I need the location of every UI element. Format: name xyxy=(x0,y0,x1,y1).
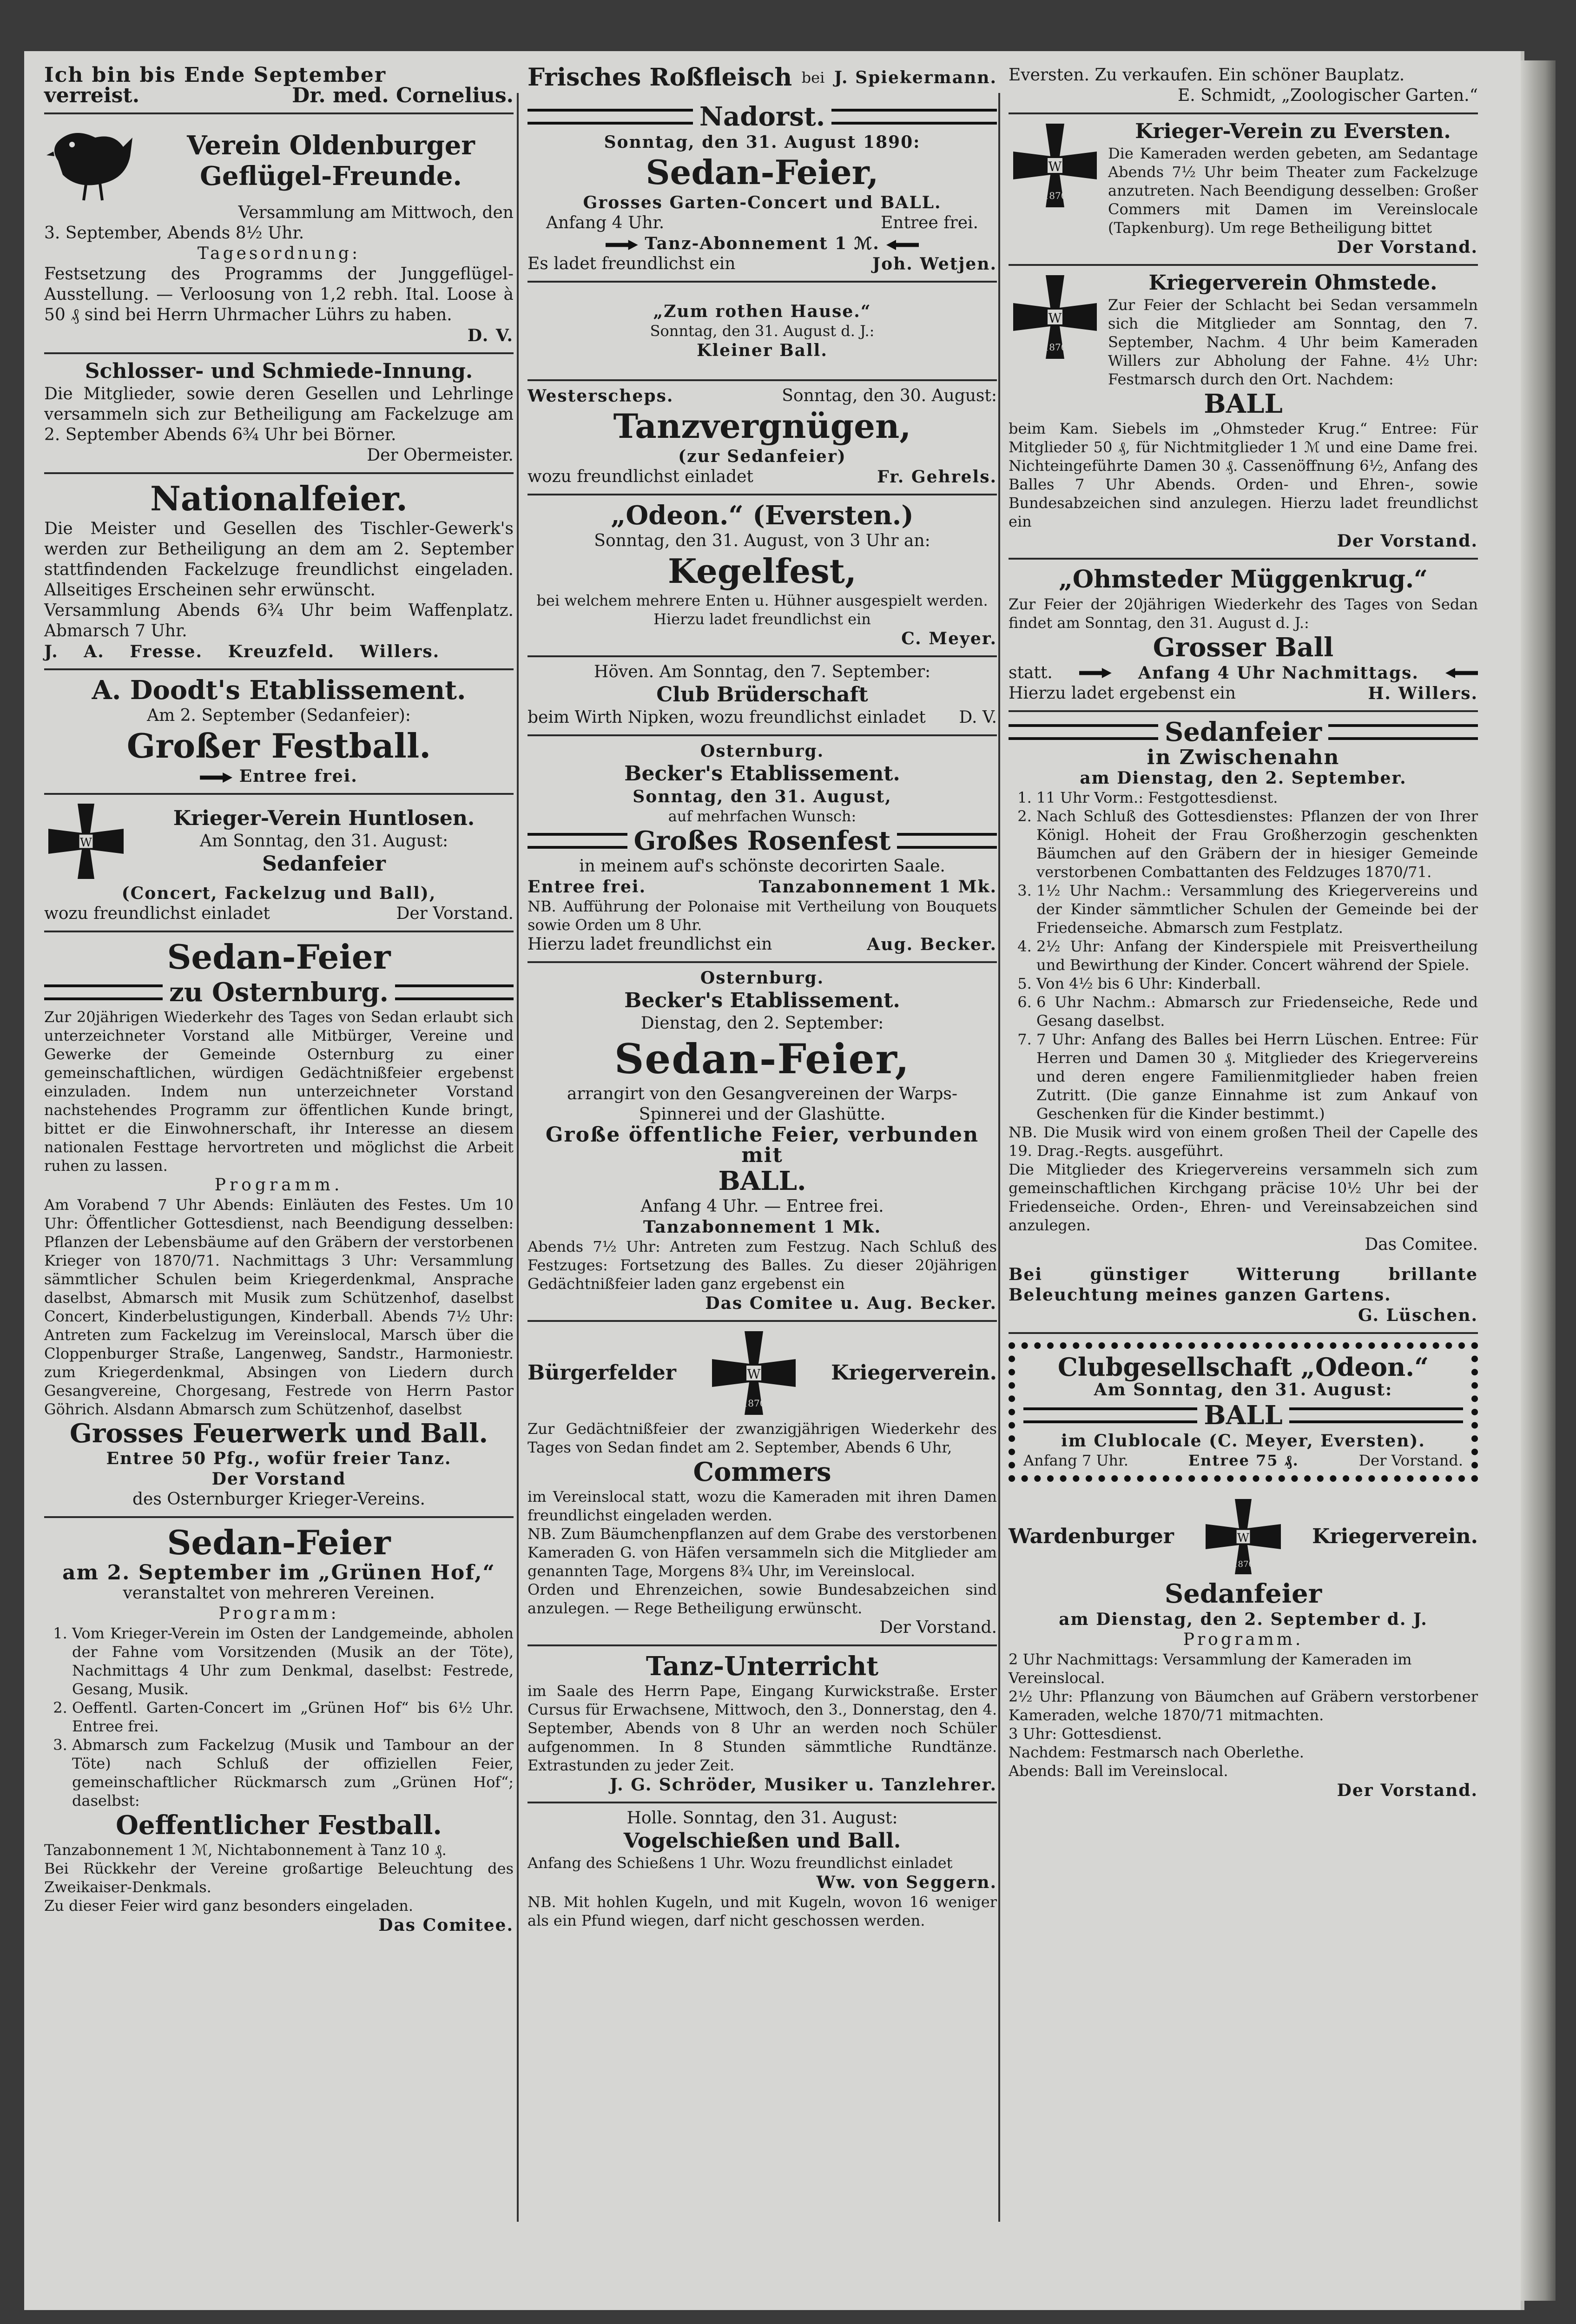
ad-text: am Dienstag, den 2. September d. J. xyxy=(1059,1610,1428,1629)
ad-text: im Vereinslocal statt, wozu die Kameraden mit ihren Damen freundlichst eingeladen werden. xyxy=(528,1488,997,1524)
column-rule xyxy=(517,93,519,2222)
ad-signature: Ww. von Seggern. xyxy=(816,1873,997,1892)
ad-signature: Dr. med. Cornelius. xyxy=(292,84,514,107)
ad-text: in meinem auf's schönste decorirten Saale. xyxy=(579,857,945,876)
list-item: 1. 11 Uhr Vorm.: Festgottesdienst. xyxy=(1036,788,1478,807)
ad-text: Dienstag, den 2. September: xyxy=(640,1014,884,1033)
ad-text: Bei Rückkehr der Vereine großartige Beleuchtung des Zweikaiser-Denkmals. xyxy=(44,1860,514,1896)
ad-text: im Clublocale (C. Meyer, Eversten). xyxy=(1061,1431,1425,1451)
ad-text: Die Mitglieder, sowie deren Gesellen und Lehrlinge versammeln sich zur Betheiligung am Fackelzuge am 2. September Abends 6¾ Uhr bei Börner. xyxy=(44,384,514,444)
ad-eversten-bauplatz xyxy=(1009,60,1478,114)
ad-title: „Ohmsteder Müggenkrug.“ xyxy=(1059,565,1428,594)
ad-title: „Odeon.“ (Eversten.) xyxy=(611,500,914,531)
ad-text: Osternburg. xyxy=(700,741,824,761)
ad-title: Becker's Etablissement. xyxy=(624,762,900,786)
ad-signature: Das Comitee. xyxy=(378,1915,514,1935)
ad-signature: Fr. Gehrels. xyxy=(877,467,997,487)
list-item: Abends: Ball im Vereinslocal. xyxy=(1009,1762,1228,1780)
decor-bar xyxy=(44,984,163,1000)
ad-text: Westerscheps. xyxy=(528,386,674,406)
ad-buergerfelde xyxy=(528,1322,997,1646)
ad-headline: Sedanfeier xyxy=(262,852,386,876)
ad-text: Entree 50 Pfg., wofür freier Tanz. xyxy=(106,1449,452,1468)
iron-cross-icon xyxy=(1201,1495,1285,1578)
ad-text: Anfang des Schießens 1 Uhr. Wozu freundlichst einladet xyxy=(528,1854,953,1872)
ad-text: Osternburg. xyxy=(700,968,824,988)
program-list xyxy=(44,1624,514,1810)
ad-signature: Der Obermeister. xyxy=(367,446,514,465)
ad-text: Abends 7½ Uhr: Antreten zum Festzug. Nach Schluß des Festzuges: Fortsetzung des Balles. Zu dieser 20jährigen Gedächtnißfeier laden ganz ergebenst ein xyxy=(528,1238,997,1293)
ad-headline: Großes Rosenfest xyxy=(633,825,891,856)
ad-signature: D. V. xyxy=(467,326,514,345)
ad-headline: Kegelfest, xyxy=(668,551,857,591)
ad-headline: Oeffentlicher Festball. xyxy=(116,1810,442,1841)
ad-hoeven xyxy=(528,657,997,736)
ad-title: Kriegerverein Ohmstede. xyxy=(1148,271,1438,295)
pointing-hand-icon xyxy=(606,240,638,250)
ad-signature: des Osternburger Krieger-Vereins. xyxy=(132,1490,426,1509)
ad-text: Die Mitglieder des Kriegervereins versammeln sich zum gemeinschaftlichen Kirchgang präcise 10½ Uhr bei der Friedenseiche. Orden-, Ehren- und Vereinsabzeichen sind anzulegen. xyxy=(1009,1161,1478,1234)
ad-nadorst xyxy=(528,97,997,283)
list-item: 5. Von 4½ bis 6 Uhr: Kinderball. xyxy=(1036,974,1478,993)
ad-headline: Sedanfeier xyxy=(1164,1578,1322,1609)
list-item: 3. 1½ Uhr Nachm.: Versammlung des Kriegervereins und der Kinder sämmtlicher Schulen der Gemeinde bei der Friedenseiche. Abmarsch zum Festplatz. xyxy=(1036,881,1478,937)
ad-text: Die Kameraden werden gebeten, am Sedantage Abends 7½ Uhr beim Theater zum Fackelzuge anzutreten. Nach Beendigung desselben: Großer Commers mit Damen im Vereinslocale (Tapkenburg). Um rege Betheiligung bittet xyxy=(1108,145,1478,237)
list-item: 1. Vom Krieger-Verein im Osten der Landgemeinde, abholen der Fahne vom Vorsitzenden (Musik an der Töte), Nachmittags 4 Uhr zum Denkmal, daselbst: Festrede, Gesang, Musik. xyxy=(72,1624,514,1698)
iron-cross-icon xyxy=(44,799,128,883)
ad-text: Sonntag, den 30. August: xyxy=(782,386,997,405)
ad-nationalfeier xyxy=(44,474,514,670)
ad-title: „Zum rothen Hause.“ xyxy=(653,302,871,321)
ad-text: Anfang 4 Uhr. — Entree frei. xyxy=(640,1197,884,1216)
ad-signature: Das Comitee. xyxy=(1365,1235,1478,1254)
ad-text: Es ladet freundlichst ein xyxy=(528,254,736,273)
ad-club-odeon xyxy=(1009,1334,1478,1490)
dotted-border xyxy=(1009,1342,1478,1482)
ad-text: Programm: xyxy=(218,1604,339,1623)
ad-text: 3. September, Abends 8½ Uhr. xyxy=(44,224,304,243)
ad-signature: Der Vorstand. xyxy=(1337,1781,1478,1800)
list-item: 3 Uhr: Gottesdienst. xyxy=(1009,1725,1162,1743)
ad-signature: Joh. Wetjen. xyxy=(872,254,997,274)
ad-subtitle: in Zwischenahn xyxy=(1147,746,1340,769)
ad-rothen-hause xyxy=(528,283,997,381)
list-item: 3. Abmarsch zum Fackelzug (Musik und Tambour an der Töte) nach Schluß der offiziellen Feier, gemeinschaftlicher Rückmarsch zum „Grünen Hof“; daselbst: xyxy=(72,1736,514,1810)
ad-title: Wardenburger xyxy=(1009,1525,1174,1548)
ad-headline: BALL xyxy=(1204,389,1283,419)
ad-text: Höven. Am Sonntag, den 7. September: xyxy=(593,662,931,681)
list-item: 7. 7 Uhr: Anfang des Balles bei Herrn Lüschen. Entree: Für Herren und Damen 30 ₰. Mitglieder des Kriegervereins und deren engere Familienmitglieder haben freien Zutritt. (Die ganze Einnahme ist zum Ankauf von Geschenken für die Kinder bestimmt.) xyxy=(1036,1030,1478,1123)
iron-cross-icon xyxy=(707,1327,800,1419)
ad-holle xyxy=(528,1803,997,1936)
ad-text: Anfang 4 Uhr Nachmittags. xyxy=(1138,663,1419,683)
ad-text: statt. xyxy=(1009,663,1053,682)
list-item: 2 Uhr Nachmittags: Versammlung der Kameraden im Vereinslocal. xyxy=(1009,1651,1412,1687)
pointing-hand-icon xyxy=(1079,668,1112,678)
ad-text: Grosses Garten-Concert und BALL. xyxy=(583,193,942,212)
cross-letter: W xyxy=(1237,1531,1249,1545)
ad-text: Holle. Sonntag, den 31. August: xyxy=(626,1809,898,1828)
cross-letter: W xyxy=(747,1367,760,1382)
ad-doodt xyxy=(44,670,514,795)
cross-letter: W xyxy=(80,835,92,849)
ad-becker-rosenfest xyxy=(528,736,997,963)
list-item: 2. Nach Schluß des Gottesdienstes: Pflanzen der von Ihrer Königl. Hoheit der Frau Großherzogin geschenkten Bäumchen auf den Gräbern der in hiesiger Gemeinde verstorbenen Combattanten des Feldzuges 1870/71. xyxy=(1036,807,1478,881)
ad-text: Zur Gedächtnißfeier der zwanzigjährigen Wiederkehr des Tages von Sedan findet am 2. September, Abends 6 Uhr, xyxy=(528,1420,997,1456)
ad-signature: Der Vorstand xyxy=(211,1469,346,1489)
cross-letter: W xyxy=(1048,310,1062,326)
ad-signature: Der Vorstand. xyxy=(879,1618,997,1637)
ad-zwischenahn xyxy=(1009,712,1478,1334)
ad-text: Anfang 7 Uhr. xyxy=(1023,1452,1128,1469)
ad-signature: Der Vorstand. xyxy=(1337,531,1478,551)
program-list xyxy=(1009,788,1478,1123)
ad-signature: J. A. Fresse. Kreuzfeld. Willers. xyxy=(44,642,440,661)
iron-cross-icon xyxy=(1009,271,1101,363)
ad-text: Zur Feier der 20jährigen Wiederkehr des Tages von Sedan findet am Sonntag, den 31. August d. J.: xyxy=(1009,595,1478,632)
ad-text: Anfang 4 Uhr. xyxy=(546,213,665,232)
ad-text: Programm. xyxy=(214,1175,343,1195)
ad-headline: BALL. xyxy=(718,1166,806,1196)
ad-signature: G. Lüschen. xyxy=(1358,1306,1478,1325)
ad-text: beim Kam. Siebels im „Ohmsteder Krug.“ Entree: Für Mitglieder 50 ₰, für Nichtmitglieder 1 ℳ und eine Dame frei. Nichteingeführte Damen 30 ₰. Cassenöffnung 6½, Anfang des Balles 7 Uhr Abends. Orden- und Ehren-, sowie Bundesabzeichen sind anzulegen. Hierzu ladet freundlichst ein xyxy=(1009,420,1478,530)
ad-text: Entree 75 ₰. xyxy=(1188,1452,1299,1469)
ad-signature: J. G. Schröder, Musiker u. Tanzlehrer. xyxy=(609,1775,997,1795)
ad-title: Kriegerverein. xyxy=(831,1361,997,1385)
ad-headline: Großer Festball. xyxy=(126,726,431,766)
ad-text: Hierzu ladet ergebenst ein xyxy=(1009,684,1236,703)
decor-bar xyxy=(1023,1407,1197,1423)
list-item: Nachdem: Festmarsch nach Oberlethe. xyxy=(1009,1743,1304,1761)
ad-title: Verein Oldenburger Geflügel-Freunde. xyxy=(187,130,475,191)
ad-kv-eversten xyxy=(1009,114,1478,266)
ad-signature: J. Spiekermann. xyxy=(834,68,997,87)
ad-schlosser xyxy=(44,354,514,474)
decor-bar xyxy=(1009,724,1158,740)
ad-text: veranstaltet von mehreren Vereinen. xyxy=(123,1584,435,1603)
ad-text: Sonntag, den 31. August d. J.: xyxy=(650,322,875,340)
ad-signature: Aug. Becker. xyxy=(867,935,997,954)
ad-headline: Kleiner Ball. xyxy=(697,341,828,360)
cross-letter: W xyxy=(1048,159,1062,174)
ad-text: Eversten. Zu verkaufen. Ein schöner Bauplatz. xyxy=(1009,66,1405,85)
iron-cross-icon xyxy=(1009,119,1101,212)
ad-text: NB. Mit hohlen Kugeln, und mit Kugeln, wovon 16 weniger als ein Pfund wiegen, darf nicht geschossen werden. xyxy=(528,1893,997,1929)
ad-title: A. Doodt's Etablissement. xyxy=(92,675,466,706)
ad-ohmstede xyxy=(1009,266,1478,560)
ad-text: Tanzabonnement 1 Mk. xyxy=(758,877,997,897)
ad-text: bei xyxy=(801,69,825,86)
ad-title: Sedan-Feier xyxy=(167,1523,391,1562)
ad-text: auf mehrfachen Wunsch: xyxy=(668,807,857,825)
ad-cornelius xyxy=(44,60,514,114)
ad-osternburg-sedan xyxy=(44,932,514,1518)
list-item: 6. 6 Uhr Nachm.: Abmarsch zur Friedenseiche, Rede und Gesang daselbst. xyxy=(1036,993,1478,1030)
ad-text: Tanzabonnement 1 Mk. xyxy=(643,1217,882,1237)
column-2 xyxy=(528,60,997,1936)
ad-signature: Der Vorstand. xyxy=(1358,1452,1463,1469)
ad-subtitle: zu Osternburg. xyxy=(169,977,389,1008)
ad-text: Sonntag, den 31. August, xyxy=(633,787,892,806)
pointing-hand-icon xyxy=(200,772,232,783)
ad-signature: D. V. xyxy=(959,708,997,727)
decor-bar xyxy=(1289,1407,1463,1423)
ad-headline: Vogelschießen und Ball. xyxy=(623,1829,901,1853)
pointing-hand-icon xyxy=(1445,668,1478,678)
ad-wardenburg xyxy=(1009,1490,1478,1807)
ad-text: arrangirt von den Gesangvereinen der Warps-Spinnerei und der Glashütte. xyxy=(567,1084,958,1124)
ad-text: Tanz-Abonnement 1 ℳ. xyxy=(645,234,880,253)
hen-icon xyxy=(44,119,142,203)
ad-text: Versammlung am Mittwoch, den xyxy=(238,203,514,222)
ad-signature: C. Meyer. xyxy=(901,629,997,648)
ad-text: Orden und Ehrenzeichen, sowie Bundesabzeichen sind anzulegen. — Rege Betheiligung erwünscht. xyxy=(528,1581,997,1617)
ad-text: Sonntag, den 31. August 1890: xyxy=(604,132,921,152)
ad-text: Hierzu ladet freundlichst ein xyxy=(528,935,772,954)
ad-title: Krieger-Verein zu Eversten. xyxy=(1135,119,1451,143)
decor-bar xyxy=(395,984,514,1000)
ad-gefluegel xyxy=(44,114,514,354)
ad-text: Entree frei. xyxy=(881,213,978,232)
ad-title: Sedan-Feier xyxy=(167,937,391,977)
ad-text: Große öffentliche Feier, verbunden mit xyxy=(545,1123,979,1167)
cross-year: 1870 xyxy=(1043,342,1067,353)
ad-text: (zur Sedanfeier) xyxy=(678,447,846,466)
decor-bar xyxy=(528,833,627,849)
cross-year: 1870 xyxy=(742,1398,765,1409)
ad-rossfleisch xyxy=(528,60,997,97)
decor-bar xyxy=(1328,724,1478,740)
ad-signature: Das Comitee u. Aug. Becker. xyxy=(705,1294,997,1313)
ad-westerscheps xyxy=(528,381,997,495)
page-edge xyxy=(1521,60,1556,2301)
ad-signature: E. Schmidt, „Zoologischer Garten.“ xyxy=(1178,86,1478,105)
ad-headline: BALL xyxy=(1204,1400,1283,1431)
cross-year: 1870 xyxy=(1043,190,1067,201)
pointing-hand-icon xyxy=(886,240,919,250)
decor-bar xyxy=(897,833,997,849)
ad-text: Am Sonntag, den 31. August: xyxy=(1094,1380,1393,1400)
ad-title: Nationalfeier. xyxy=(150,479,408,518)
ad-text: Entree frei. xyxy=(239,766,358,786)
decor-bar xyxy=(831,109,997,125)
ad-title: Bürgerfelder xyxy=(528,1361,676,1385)
ad-mueggenkrug xyxy=(1009,560,1478,712)
ad-text: Tagesordnung: xyxy=(197,244,361,263)
ad-gruener-hof xyxy=(44,1518,514,1942)
list-item: 2½ Uhr: Pflanzung von Bäumchen auf Gräbern verstorbener Kameraden, welche 1870/71 mitmachten. xyxy=(1009,1688,1478,1724)
ad-text: NB. Aufführung der Polonaise mit Vertheilung von Bouquets sowie Orden um 8 Uhr. xyxy=(528,898,997,934)
ad-title: Kriegerverein. xyxy=(1312,1525,1478,1548)
ad-text: Sonntag, den 31. August, von 3 Uhr an: xyxy=(594,531,930,550)
ad-headline: Tanzvergnügen, xyxy=(613,406,911,446)
ad-text: am Dienstag, den 2. September. xyxy=(1080,768,1407,788)
ad-text: Zur 20jährigen Wiederkehr des Tages von Sedan erlaubt sich unterzeichneter Vorstand alle Mitbürger, Vereine und Gewerke der Gemeinde Osternburg zu einer gemeinschaftlichen, würdigen Gedächtnißfeier ergebenst einzuladen. Indem nun unterzeichneter Vorstand nachstehendes Programm zur öffentlichen Kunde bringt, bittet er die Einwohnerschaft, ihr Interesse an diesem nationalen Festtage hervortreten und möglichst die Arbeit ruhen zu lassen. xyxy=(44,1008,514,1175)
ad-title: Clubgesellschaft „Odeon.“ xyxy=(1057,1352,1429,1382)
ad-text: Am Vorabend 7 Uhr Abends: Einläuten des Festes. Um 10 Uhr: Öffentlicher Gottesdienst, nach Beendigung desselben: Pflanzen der Lebensbäume auf den Gräbern der verstorbenen Krieger von 1870/71. Nachmittags 3 Uhr: Versammlung sämmtlicher Schulen beim Kriegerdenkmal, Ansprache daselbst, Abmarsch mit Musik zum Schützenhof, daselbst Concert, Kinderbelustigungen, Kinderball. Abends 7½ Uhr: Antreten zum Fackelzug im Vereinslocal, Marsch über die Cloppenburger Straße, Langenweg, Sandstr., Harmoniestr. zum Kriegerdenkmal, Absingen von Liedern durch Gesangvereine, Chorgesang, Festrede von Herrn Pastor Göhrich. Alsdann Abmarsch zum Schützenhof, daselbst xyxy=(44,1196,514,1418)
ad-text: Zu dieser Feier wird ganz besonders eingeladen. xyxy=(44,1897,414,1915)
list-item: 4. 2½ Uhr: Anfang der Kinderspiele mit Preisvertheilung und Bewirthung der Kinder. Concert während der Spiele. xyxy=(1036,937,1478,974)
ad-text: Entree frei. xyxy=(528,877,646,897)
ad-odeon-kegelfest xyxy=(528,495,997,657)
ad-text: bei welchem mehrere Enten u. Hühner ausgespielt werden. Hierzu ladet freundlichst ein xyxy=(536,592,988,628)
column-1 xyxy=(44,60,514,1942)
ad-text: Versammlung Abends 6¾ Uhr beim Waffenplatz. Abmarsch 7 Uhr. xyxy=(44,601,514,640)
ad-signature: Der Vorstand. xyxy=(396,904,514,923)
ad-text: (Concert, Fackelzug und Ball), xyxy=(121,884,436,903)
ad-text: Am Sonntag, den 31. August: xyxy=(199,832,448,851)
ad-text: NB. Zum Bäumchenpflanzen auf dem Grabe des verstorbenen Kameraden G. von Häfen versammeln sich die Mitglieder am genannten Tage, Morgens 8¾ Uhr, im Vereinslocal. xyxy=(528,1525,997,1580)
ad-title: Schlosser- und Schmiede-Innung. xyxy=(85,359,473,383)
list-item: 2. Oeffentl. Garten-Concert im „Grünen Hof“ bis 6½ Uhr. Entree frei. xyxy=(72,1698,514,1736)
ad-signature: Der Vorstand. xyxy=(1337,238,1478,257)
ad-text: Bei günstiger Witterung brillante Beleuchtung meines ganzen Gartens. xyxy=(1009,1265,1478,1305)
ad-headline: Commers xyxy=(693,1457,831,1487)
ad-text: Programm. xyxy=(1183,1630,1304,1649)
ad-title: Sedanfeier xyxy=(1164,717,1322,747)
cross-year: 1870 xyxy=(1232,1559,1254,1569)
ad-headline: Club Brüderschaft xyxy=(656,683,868,706)
ad-headline: Sedan-Feier, xyxy=(646,152,879,192)
ad-text: NB. Die Musik wird von einem großen Theil der Capelle des 19. Drag.-Regts. ausgeführt. xyxy=(1009,1123,1478,1160)
ad-subtitle: am 2. September im „Grünen Hof,“ xyxy=(62,1561,495,1585)
ad-title: Tanz-Unterricht xyxy=(646,1651,879,1682)
ad-text: Zur Feier der Schlacht bei Sedan versammeln sich die Mitglieder am Sonntag, den 7. September, Nachm. 4 Uhr beim Kameraden Willers zur Abholung der Fahne. 4½ Uhr: Festmarsch durch den Ort. Nachdem: xyxy=(1108,296,1478,388)
ad-title: Krieger-Verein Huntlosen. xyxy=(173,806,475,830)
ad-text: Festsetzung des Programms der Junggeflügel-Ausstellung. — Verloosung von 1,2 rebh. Ital. Loose à 50 ₰ sind bei Herrn Uhrmacher Lührs zu haben. xyxy=(44,264,514,324)
decor-bar xyxy=(528,109,693,125)
ad-text: verreist. xyxy=(44,84,140,107)
ad-headline: Grosses Feuerwerk und Ball. xyxy=(70,1418,488,1449)
ad-becker-sedan xyxy=(528,963,997,1322)
ad-text: im Saale des Herrn Pape, Eingang Kurwickstraße. Erster Cursus für Erwachsene, Mittwoch, den 3., Donnerstag, den 4. September, Abends von 8 Uhr an werden noch Schüler aufgenommen. In 8 Stunden sämmtliche Rundtänze. Extrastunden zu jeder Zeit. xyxy=(528,1682,997,1774)
ad-signature: H. Willers. xyxy=(1368,684,1478,703)
ad-tanzunterricht xyxy=(528,1646,997,1803)
ad-text: Tanzabonnement 1 ℳ, Nichtabonnement à Tanz 10 ₰. xyxy=(44,1841,447,1859)
ad-title: Becker's Etablissement. xyxy=(624,989,900,1012)
ad-huntlosen xyxy=(44,795,514,932)
ad-title: Nadorst. xyxy=(699,101,825,132)
ad-headline: Sedan-Feier, xyxy=(614,1035,910,1083)
ad-text: wozu freundlichst einladet xyxy=(44,904,270,923)
column-3 xyxy=(1009,60,1478,1807)
ad-text: Die Meister und Gesellen des Tischler-Gewerk's werden zur Betheiligung an dem am 2. September stattfindenden Fackelzuge freundlichst eingeladen. Allseitiges Erscheinen sehr erwünscht. xyxy=(44,519,514,600)
ad-text: Ich bin bis Ende September xyxy=(44,63,386,87)
ad-text: beim Wirth Nipken, wozu freundlichst einladet xyxy=(528,708,926,727)
ad-title: Frisches Roßfleisch xyxy=(528,63,792,92)
ad-text: wozu freundlichst einladet xyxy=(528,467,753,486)
column-rule xyxy=(998,93,1000,2222)
ad-headline: Grosser Ball xyxy=(1153,632,1334,663)
ad-text: Am 2. September (Sedanfeier): xyxy=(147,706,411,725)
